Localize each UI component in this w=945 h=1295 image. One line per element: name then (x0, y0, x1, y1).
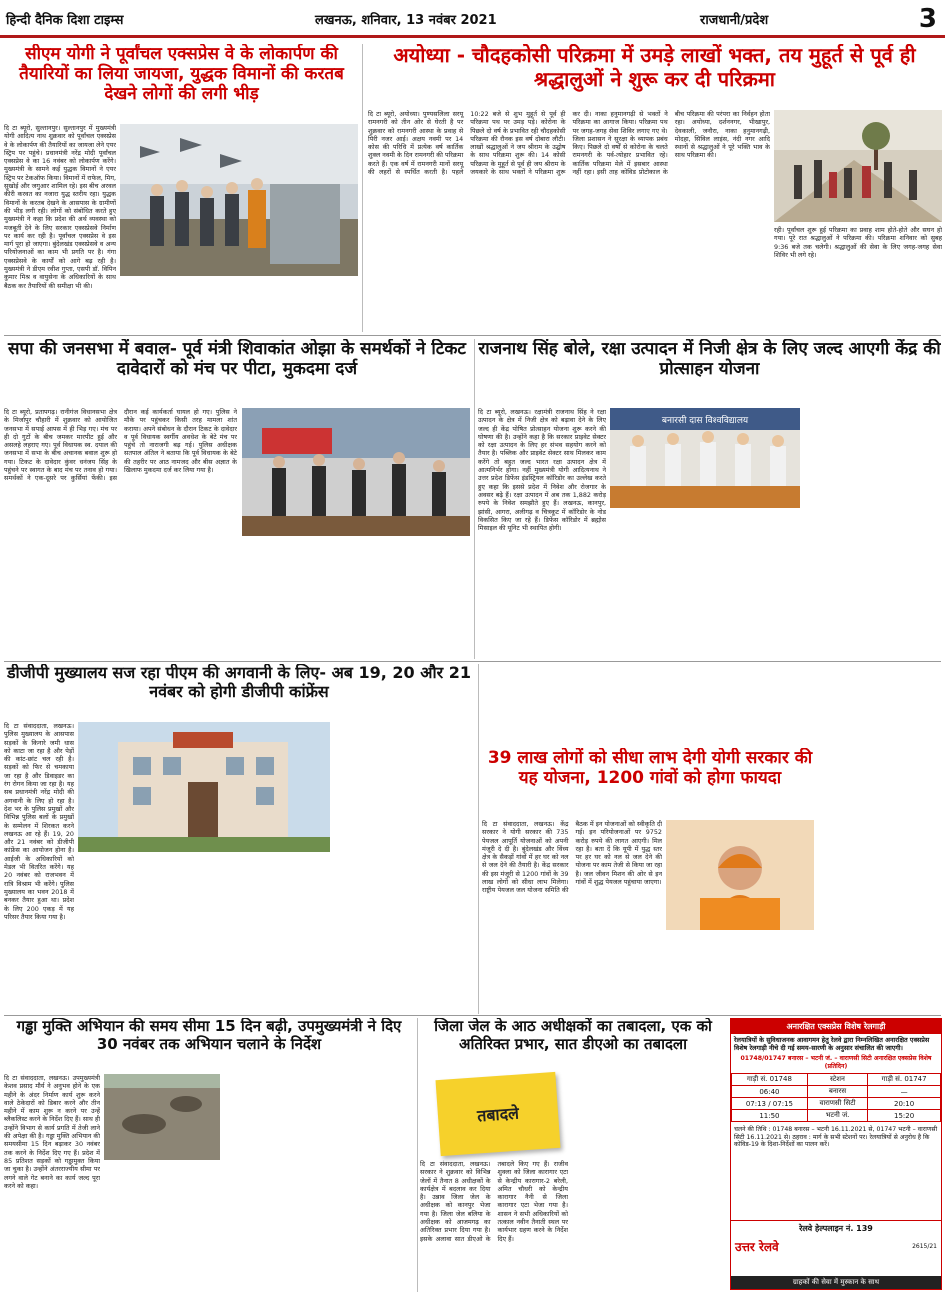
story4-headline: राजनाथ सिंह बोले, रक्षा उत्पादन में निजी क्षेत्र के लिए जल्द आएगी केंद्र की प्रोत्साहन योजना (478, 339, 941, 380)
story7-photo (104, 1074, 220, 1160)
transfer-sticker (435, 1072, 560, 1156)
story6-right-column (818, 748, 941, 1012)
story8-right-column (572, 1074, 726, 1290)
column-divider (474, 339, 475, 659)
dateline: लखनऊ, शनिवार, 13 नवंबर 2021 (315, 13, 497, 28)
sticker-label: तबादले (476, 1103, 520, 1126)
story7-right-column (224, 1074, 414, 1290)
timetable-cell: 20:10 (868, 1098, 941, 1110)
story2-body: दि टा ब्यूरो, अयोध्या। पुण्यसलिला सरयू रामनगरी को तीन ओर से घेरती है पर शुक्रवार को रामनगरी आस्था के प्रवाह से पिरी नजर आई। अक्षय नवमी पर 14 कोस की परिधि में प्रत्येक वर्ष कार्तिक शुक्ल नवमी के दिन रामनगरी की परिक्रमा करते हैं। एक वर्ष में रामनगरी मानों सरयू की लहरों से स्पर्धित करती है। पहले 10:22 बजे से शुभ मुहूर्त से पूर्व ही परिक्रमा पथ पर उमड़ पड़े। कोरोना के पिछले दो वर्ष के प्रभावित रही चौदहकोसी परिक्रमा की रौनक इस वर्ष दोबारा लौटी। लाखों श्रद्धालुओं ने जय श्रीराम के उद्घोष के साथ परिक्रमा शुरू की। 14 कोसी परिक्रमा के मुहूर्त से पूर्व ही जय श्रीराम के जयकारे के साथ भक्तों ने परिक्रमा शुरू कर दी। नाका हनुमानगढ़ी से भक्तों ने परिक्रमा का आगाज किया। परिक्रमा पथ पर जगह-जगह सेवा शिविर लगाए गए थे। जिला प्रशासन ने सुरक्षा के व्यापक प्रबंध किए। पिछले दो वर्षों से कोरोना के चलते रामनगरी के पर्व-त्योहार प्रभावित रहे। कार्तिक परिक्रमा मेले में इसबार आस्था नहीं रहा। इसी ताह कोविड प्रोटोकाल के बीच परिक्रमा की परंपरा का निर्वहन होता रहा। अयोध्या, दर्शननगर, भीखापुर, देवकाली, जनौरा, नाका हनुमानगढ़ी, मोदहा, सिविल लाइंस, नंदी नगर आदि स्थानों से श्रद्धालुओं ने पूरे भक्ति भाव के साथ परिक्रमा की। (368, 110, 770, 177)
timetable-cell: — (868, 1086, 941, 1098)
timetable-header: गाड़ी सं. 01747 (868, 1074, 941, 1086)
story3-body: दि टा ब्यूरो, प्रतापगढ़। रानीगंज विधानसभा क्षेत्र के मिर्जापुर चौहारी में शुक्रवार को आयोजित जनसभा में सपाई आपस में ही भिड़ गए। मंच पर ही दो गुटों के बीच जमकर मारपीट हुई और असलहे लहराए गए। पूर्व विधायक स्व. दयाल की जनसभा में सभा के बीच अचानक बवाल शुरू हो गया। टिकट के दावेदार कुंवर धनंजय सिंह के पहुंचने पर स्वागत के बाद मंच पर तनाव हो गया। समर्थकों ने एक-दूसरे पर कुर्सियां फेंकी। इस दौरान कई कार्यकर्ता घायल हो गए। पुलिस ने मौके पर पहुंचकर किसी तरह मामला शांत कराया। अपने संबोधन के दौरान टिकट के दावेदार व पूर्व विधायक स्वर्गीय अवधेश के बेटे मंच पर पहुंचे तो नाराजगी बढ़ गई। पुलिस अधीक्षक सतपाल अंतिल ने बताया कि पूर्व विधायक के बेटे की तहरीर पर आठ नामजद और बीस अज्ञात के खिलाफ मुकदमा दर्ज कर लिया गया है। (4, 408, 237, 483)
story8-headline: जिला जेल के आठ अधीक्षकों का तबादला, एक को अतिरिक्त प्रभार, सात डीएओ का तबादला (434, 1018, 712, 1053)
story5-continued (78, 856, 330, 1012)
section-rule (4, 335, 941, 336)
timetable (731, 1073, 941, 1122)
timetable-cell: 15:20 (868, 1110, 941, 1122)
story4-photo (610, 408, 800, 508)
timetable-cell: 06:40 (732, 1086, 808, 1098)
section-rule (4, 1015, 941, 1016)
column-divider (478, 664, 479, 1014)
timetable-cell: 11:50 (732, 1110, 808, 1122)
story7-headline: गड्ढा मुक्ति अभियान की समय सीमा 15 दिन बढ़ी, उपमुख्यमंत्री ने दिए 30 नवंबर तक अभियान चलाने के निर्देश (16, 1018, 402, 1053)
masthead (0, 0, 945, 38)
story5-photo (78, 722, 330, 852)
story4-body: दि टा ब्यूरो, लखनऊ। रक्षामंत्री राजनाथ सिंह ने रक्षा उत्पादन के क्षेत्र में निजी क्षेत्र को बढ़ावा देने के लिए जल्द ही केंद्र पोषित प्रोत्साहन योजना शुरू करने की घोषणा की है। उन्होंने कहा है कि सरकार प्राइवेट सेक्टर को रक्षा उत्पादन के लिए हर संभव सहयोग करने को तैयार है। पब्लिक और प्राइवेट सेक्टर साथ मिलकर काम करेंगे तो बहुत जल्द भारत रक्षा उत्पादन क्षेत्र में आत्मनिर्भर होगा। नहीं मुख्यमंत्री योगी आदित्यनाथ ने उत्तर प्रदेश डिफेंस इंडस्ट्रियल कॉरिडोर का उल्लेख करते हुए कहा कि इससे प्रदेश में निवेश और रोजगार के अवसर बढ़े हैं। रक्षा उत्पादन में अब तक 1,882 करोड़ रुपये के निवेश समझौते हुए हैं। लखनऊ, कानपुर, झांसी, आगरा, अलीगढ़ व चित्रकूट में कॉरिडोर के नोड विकसित किए जा रहे हैं। डिफेंस कॉरिडोर में ब्रह्मोस मिसाइल की यूनिट भी स्थापित होगी। (478, 408, 606, 533)
ad-helpline: रेलवे हेल्पलाइन नं. 139 (731, 1220, 941, 1236)
story8-body: दि टा संवाददाता, लखनऊ। सरकार ने शुक्रवार को विभिन्न जेलों में तैनात 8 अधीक्षकों के कार्यक्षेत्र में बदलाव कर दिया है। उन्नाव जिला जेल के अधीक्षक को कानपुर भेजा गया है। जिला जेल बलिया के अधीक्षक को आजमगढ़ का अतिरिक्त प्रभार दिया गया है। इसके अलावा सात डीएओ के तबादले किए गए हैं। राजीव शुक्ला को जिला कारागार एटा से केन्द्रीय कारागार-2 बरेली, अमित चौधरी को केन्द्रीय कारागार नैनी से जिला कारागार एटा भेजा गया है। शासन ने सभी अधिकारियों को तत्काल नवीन तैनाती स्थल पर कार्यभार ग्रहण करने के निर्देश दिए हैं। (420, 1160, 568, 1243)
timetable-cell: 07:13 / 07:15 (732, 1098, 808, 1110)
ad-tagline: ग्राहकों की सेवा में मुस्कान के साथ (731, 1276, 941, 1289)
story1-photo (120, 124, 358, 276)
timetable-cell: भटनी जं. (807, 1110, 867, 1122)
railway-advertisement (730, 1018, 942, 1290)
story1-continued (120, 281, 358, 331)
paper-name: हिन्दी दैनिक दिशा टाइम्स (6, 13, 124, 28)
ad-intro: रेलयात्रियों के सुविधाजनक आवागमन हेतु रेलवे द्वारा निम्नलिखित अनारक्षित एक्सप्रेस विशेष रेलगाड़ी नीचे दी गई समय-सारणी के अनुसार संचालित की जाएगी। (734, 1036, 930, 1052)
story3-photo (242, 408, 470, 536)
page-number: 3 (918, 4, 937, 34)
column-divider (417, 1018, 418, 1292)
ad-ref: 2615/21 (912, 1243, 937, 1250)
ad-notes: चलने की तिथि : 01748 बनारस – भटनी 16.11.2021 से, 01747 भटनी – वाराणसी सिटी 16.11.2021 से। ठहराव : मार्ग के सभी स्टेशनों पर। रेलयात्रियों से अनुरोध है कि कोविड-19 के दिशा-निर्देशों का पालन करें। (734, 1126, 938, 1149)
story1-headline: सीएम योगी ने पूर्वांचल एक्सप्रेस वे के लोकार्पण की तैयारियों का लिया जायजा, युद्धक विमानों की करतब देखने लोगों की लगी भीड़ (19, 44, 344, 105)
story2-caption: रही। पूर्वांचल शुरू हुई परिक्रमा का प्रवाह शाम होते-होते और सघन हो गया। पूरे रात श्रद्धालुओं ने परिक्रमा की। परिक्रमा शनिवार को सुबह 9:36 बजे तक चलेगी। श्रद्धालुओं की सेवा के लिए जगह-जगह सेवा शिविर भी लगे रहे। (774, 226, 942, 259)
timetable-header: स्टेशन (807, 1074, 867, 1086)
story3-headline: सपा की जनसभा में बवाल- पूर्व मंत्री शिवाकांत ओझा के समर्थकों ने टिकट दावेदारों को मंच पर पीटा, मुकदमा दर्ज (8, 339, 466, 380)
column-divider (362, 44, 363, 332)
railway-name: उत्तर रेलवे (735, 1240, 779, 1254)
section-rule (4, 661, 941, 662)
section-name: राजधानी/प्रदेश (700, 13, 769, 28)
story1-body: दि टा ब्यूरो, सुल्तानपुर। सुल्तानपुर में मुख्यमंत्री योगी आदित्य नाथ शुक्रवार को पूर्वांचल एक्सप्रेस वे के लोकार्पण की तैयारियों का जायजा लेने एयर स्ट्रिप पर पहुंचे। प्रधानमंत्री नरेंद्र मोदी पूर्वांचल एक्सप्रेस वे का 16 नवंबर को लोकार्पण करेंगे। मुख्यमंत्री के सामने कई युद्धक विमानों ने एयर स्ट्रिप पर टेकऑफ किया। विमानों में राफेल, मिग, सुखोई और जगुआर शामिल रहे। इस बीच अरवल कीरी करवत का नजारा युद्ध स्तरीय रहा। युद्धक विमानों के करतब देखने के आसपास के ग्रामीणों की भीड़ लगी रही। लोगों को संबोधित करते हुए मुख्यमंत्री ने कहा कि प्रदेश की अर्थ व्यवस्था को मजबूती देने के लिए सरकार एक्सप्रेसवे निर्माण पर कार्य कर रही है। पूर्वांचल एक्सप्रेस वे इस मार्ग पूरा हो जाएगा। बुंदेलखंड एक्सप्रेसवे व अन्य परियोजनाओं का काम भी प्रगति पर है। गंगा एक्सप्रेसवे के कार्यों को आगे बढ़ रही है। मुख्यमंत्री ने डीएम रवीश गुप्ता, एसपी डॉ. विपिन कुमार मिश्र व वायुसेना के अधिकारियों के साथ बैठक कर तैयारियों की समीक्षा भी की। (4, 124, 116, 290)
ad-train-line: 01748/01747 बनारस – भटनी जं. – वाराणसी सिटी अनारक्षित एक्सप्रेस विशेष (प्रतिदिन) (740, 1055, 932, 1070)
story4-right-column (804, 408, 941, 658)
story5-headline: डीजीपी मुख्यालय सज रहा पीएम की अगवानी के लिए- अब 19, 20 और 21 नवंबर को होगी डीजीपी कांफ्रेंस (6, 664, 471, 701)
story2-headline: अयोध्या - चौदहकोसी परिक्रमा में उमड़े लाखों भक्त, तय मुहूर्त से पूर्व ही श्रद्धालुओं ने शुरू कर दी परिक्रमा (393, 44, 916, 91)
story5-body: दि टा संवाददाता, लखनऊ। पुलिस मुख्यालय के आसपास सड़कों के किनारे जमी धास को काटा जा रहा है और पेड़ों की कांट-छांट चल रही है। सड़कों को फिर से चमकाया जा रहा है और डिवाइडर का रंग रोगन किया जा रहा है। यह सब प्रधानमंत्री नरेंद्र मोदी की अगवानी के लिए हो रहा है। देश भर के पुलिस प्रमुखों और विभिन्न पुलिस बलों के प्रमुखों के सम्मेलन में शिरकत करने लखनऊ आ रहे हैं। 19, 20 और 21 नवंबर को डीजीपी कांफ्रेंस का आयोजन होना है। आईजी के अधिकारियों को मेडल भी वितरित करेंगे। यह 20 नवंबर को राजभवन में रात्रि विश्राम भी करेंगे। पुलिस मुख्यालय का भवन 2018 में बनकर तैयार हुआ था। प्रदेश के लिए 200 एकड़ में यह परिसर तैयार किया गया है। (4, 722, 74, 921)
story6-continued (482, 934, 814, 1012)
story7-continued (104, 1164, 220, 1290)
story3-continued (242, 540, 470, 658)
story7-body: दि टा संवाददाता, लखनऊ। उपमुख्यमंत्री केशव प्रसाद मौर्य ने अनुभव होने के एक महीने के अंदर निर्माण कार्य शुरू करने वाले ठेकेदारों को डिबार करने और तीन महीने में काम शुरू न करने पर उन्हें ब्लैकलिस्ट करने के निर्देश दिए हैं। साथ ही उन्होंने विभाग से कार्य प्रगति में तेजी लाने की अपेक्षा की है। गड्ढा मुक्ति अभियान की समयसीमा 15 दिन बढ़ाकर 30 नवंबर तक करने के निर्देश दिए गए हैं। प्रदेश में 85 प्रतिशत सड़कों को गड्ढामुक्त किया जा चुका है। उन्होंने अंतरराज्यीय सीमा पर लगने वाले गेट बनाने का कार्य जल्द पूरा करने को कहा। (4, 1074, 100, 1190)
timetable-cell: वाराणसी सिटी (807, 1098, 867, 1110)
story4-continued (610, 512, 800, 658)
story6-headline: 39 लाख लोगों को सीधा लाभ देगी योगी सरकार की यह योजना, 1200 गांवों को होगा फायदा (487, 748, 813, 789)
timetable-header: गाड़ी सं. 01748 (732, 1074, 808, 1086)
timetable-cell: बनारस (807, 1086, 867, 1098)
story2-photo (774, 110, 942, 222)
ad-title: अनारक्षित एक्सप्रेस विशेष रेलगाड़ी (731, 1019, 941, 1034)
story5-right-column (334, 722, 474, 1012)
story4-banner-text: बनारसी दास विश्वविद्यालय (661, 416, 749, 426)
story6-photo (666, 820, 814, 930)
story6-body: दि टा संवाददाता, लखनऊ। केंद्र सरकार ने योगी सरकार की 735 पेयजल आपूर्ति योजनाओं को अपनी मंजूरी दे दी है। बुंदेलखंड और विंध्य क्षेत्र के सैकड़ों गांवों में हर घर को नल से जल देने की तैयारी है। केंद्र सरकार की इस मंजूरी से 1200 गांवों के 39 लाख लोगों को सीधा लाभ मिलेगा। राष्ट्रीय पेयजल जल योजना समिति की बैठक में इन योजनाओं को स्वीकृति दी गई। इन परियोजनाओं पर 9752 करोड़ रुपये की लागत आएगी। मिल रहा है। बता दें कि यूपी में युद्ध स्तर पर हर घर को नल से जल देने की योजना पर काम तेजी से किया जा रहा है। जल जीवन मिशन की ओर से इन गांवों में शुद्ध पेयजल पहुंचाया जाएगा। (482, 820, 662, 895)
